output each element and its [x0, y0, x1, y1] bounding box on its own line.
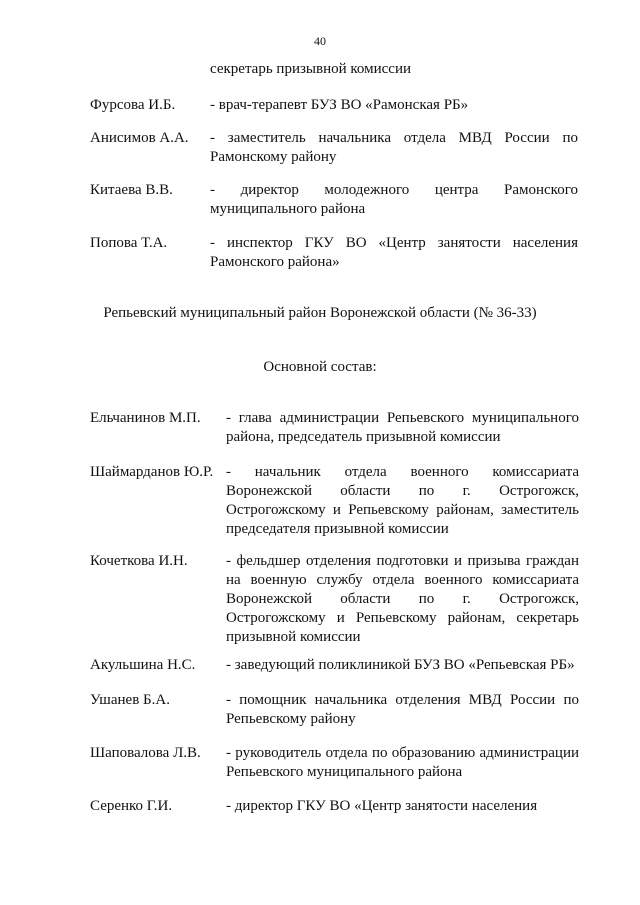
- composition-heading: Основной состав:: [263, 359, 377, 375]
- member-role: - инспектор ГКУ ВО «Центр занятости населения Рамонского района»: [210, 235, 578, 270]
- district-heading: Репьевский муниципальный район Воронежской области (№ 36-33): [103, 305, 537, 321]
- member-name: Попова Т.А.: [90, 235, 168, 251]
- member-role: - директор молодежного центра Рамонского муниципального района: [210, 182, 578, 217]
- member-role: - директор ГКУ ВО «Центр занятости населения: [226, 798, 538, 814]
- member-role: - начальник отдела военного комиссариата Воронежской области по г. Острогожск, Острогожскому и Репьевскому районам, заместитель председателя призывной комиссии: [226, 464, 579, 537]
- member-role: - глава администрации Репьевского муниципального района, председатель призывной комиссии: [226, 410, 579, 445]
- member-name: Серенко Г.И.: [90, 798, 173, 814]
- member-role: - заведующий поликлиникой БУЗ ВО «Репьевская РБ»: [226, 657, 575, 673]
- member-name: Кочеткова И.Н.: [90, 553, 188, 569]
- member-name: Ушанев Б.А.: [90, 692, 170, 708]
- member-role: - заместитель начальника отдела МВД России по Рамонскому району: [210, 130, 578, 165]
- member-role: - фельдшер отделения подготовки и призыва граждан на военную службу отдела военного комиссариата Воронежской области по г. Острогожск, Острогожскому и Репьевскому районам, секретарь призывной комиссии: [226, 553, 579, 645]
- page-number: 40: [314, 34, 326, 48]
- member-name: Шаповалова Л.В.: [90, 745, 201, 761]
- member-role: - врач-терапевт БУЗ ВО «Рамонская РБ»: [210, 97, 469, 113]
- member-name: Шаймарданов Ю.Р.: [90, 464, 214, 480]
- continuation-text: секретарь призывной комиссии: [210, 61, 412, 77]
- member-name: Китаева В.В.: [90, 182, 173, 198]
- member-role: - помощник начальника отделения МВД России по Репьевскому району: [226, 692, 579, 727]
- member-name: Анисимов А.А.: [90, 130, 189, 146]
- member-name: Фурсова И.Б.: [90, 97, 176, 113]
- member-name: Акульшина Н.С.: [90, 657, 196, 673]
- member-name: Ельчанинов М.П.: [90, 410, 201, 426]
- member-role: - руководитель отдела по образованию администрации Репьевского муниципального района: [226, 745, 579, 780]
